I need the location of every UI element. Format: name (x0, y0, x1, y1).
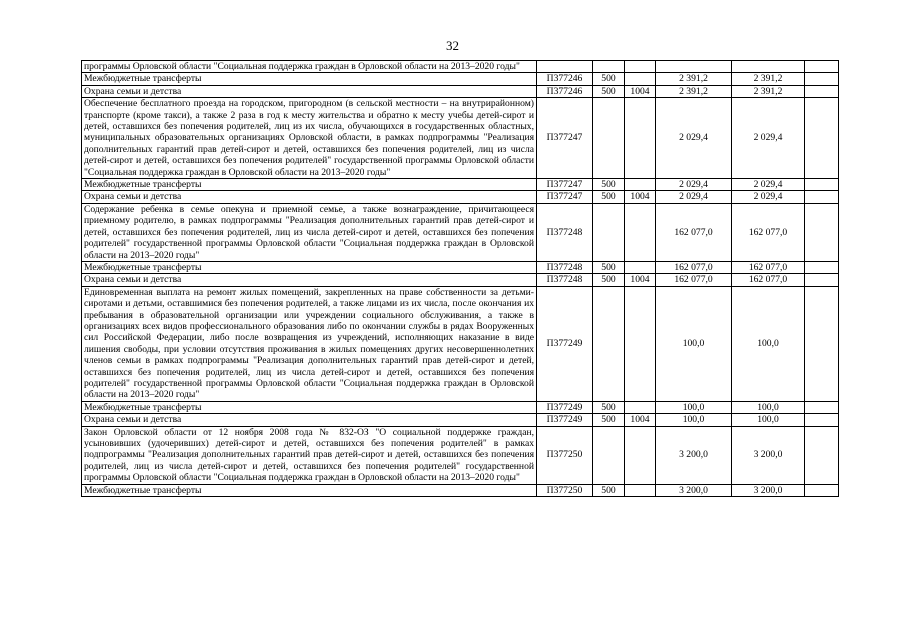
empty-column-cell (805, 261, 839, 273)
section-code: 1004 (625, 85, 656, 97)
table-row (82, 261, 839, 273)
empty-column-cell (805, 73, 839, 85)
target-article-code: П377248 (537, 274, 593, 286)
empty-column-cell (805, 274, 839, 286)
table-row (82, 61, 839, 73)
row-description: Охрана семьи и детства (82, 414, 537, 426)
section-code: 1004 (625, 191, 656, 203)
expense-type-code: 500 (593, 191, 625, 203)
amount-year-2: 100,0 (732, 286, 805, 401)
section-code (625, 426, 656, 484)
row-description: Охрана семьи и детства (82, 85, 537, 97)
table-row (82, 484, 839, 496)
amount-year-2: 100,0 (732, 401, 805, 413)
section-code (625, 401, 656, 413)
amount-year-1: 2 029,4 (656, 179, 732, 191)
target-article-code (537, 61, 593, 73)
expense-type-code: 500 (593, 179, 625, 191)
table-row (82, 286, 839, 401)
expense-type-code: 500 (593, 414, 625, 426)
table-row (82, 274, 839, 286)
empty-column-cell (805, 85, 839, 97)
row-description: Охрана семьи и детства (82, 274, 537, 286)
amount-year-2: 162 077,0 (732, 274, 805, 286)
row-description: Межбюджетные трансферты (82, 401, 537, 413)
target-article-code: П377246 (537, 85, 593, 97)
row-description: Межбюджетные трансферты (82, 179, 537, 191)
expense-type-code: 500 (593, 261, 625, 273)
target-article-code: П377247 (537, 191, 593, 203)
section-code (625, 61, 656, 73)
amount-year-1: 2 029,4 (656, 191, 732, 203)
target-article-code: П377249 (537, 414, 593, 426)
target-article-code: П377247 (537, 98, 593, 179)
amount-year-1: 3 200,0 (656, 484, 732, 496)
section-code (625, 203, 656, 261)
empty-column-cell (805, 98, 839, 179)
empty-column-cell (805, 484, 839, 496)
amount-year-2 (732, 61, 805, 73)
amount-year-2: 2 029,4 (732, 191, 805, 203)
table-row (82, 414, 839, 426)
amount-year-1: 162 077,0 (656, 203, 732, 261)
amount-year-2: 3 200,0 (732, 426, 805, 484)
expense-type-code (593, 61, 625, 73)
expense-type-code (593, 426, 625, 484)
amount-year-1: 100,0 (656, 286, 732, 401)
amount-year-2: 3 200,0 (732, 484, 805, 496)
empty-column-cell (805, 179, 839, 191)
target-article-code: П377248 (537, 261, 593, 273)
row-description: Содержание ребенка в семье опекуна и приемной семье, а также вознаграждение, причитающееся приемному родителю, в рамках подпрограммы "Реализация дополнительных гарантий прав детей-сирот и детей, оставшихся без попечения родителей, лиц из числа детей-сирот и детей, оставшихся без попечения родителей" государственной программы Орловской области "Социальная поддержка граждан в Орловской области на 2013–2020 годы" (82, 203, 537, 261)
amount-year-1: 3 200,0 (656, 426, 732, 484)
table-row (82, 73, 839, 85)
table-row (82, 98, 839, 179)
table-body (82, 61, 839, 497)
amount-year-1: 2 391,2 (656, 85, 732, 97)
amount-year-2: 2 029,4 (732, 98, 805, 179)
row-description: Охрана семьи и детства (82, 191, 537, 203)
section-code (625, 98, 656, 179)
row-description: Единовременная выплата на ремонт жилых помещений, закрепленных на праве собственности за детьми-сиротами и детьми, оставшимися без попечения родителей, а также лицами из их числа, после окончания их пребывания в образовательной организации или учреждении социального обслуживания, а также в организациях всех видов профессионального образования либо по окончании службы в рядах Вооруженных сил Российской Федерации, либо после возвращения из учреждений, исполняющих наказание в виде лишения свободы, при условии отсутствия проживания в жилых помещениях других несовершеннолетних членов семьи в рамках подпрограммы "Реализация дополнительных гарантий прав детей-сирот и детей, оставшихся без попечения родителей, лиц из числа детей-сирот и детей, оставшихся без попечения родителей" государственной программы Орловской области "Социальная поддержка граждан в Орловской области на 2013–2020 годы" (82, 286, 537, 401)
expense-type-code (593, 98, 625, 179)
table-row (82, 401, 839, 413)
table-row (82, 426, 839, 484)
empty-column-cell (805, 414, 839, 426)
budget-table (81, 60, 839, 497)
expense-type-code (593, 203, 625, 261)
row-description: Закон Орловской области от 12 ноября 2008 года № 832-ОЗ "О социальной поддержке граждан, усыновивших (удочеривших) детей-сирот и детей, оставшихся без попечения родителей" в рамках подпрограммы "Реализация дополнительных гарантий прав детей-сирот и детей, оставшихся без попечения родителей, лиц из числа детей-сирот и детей, оставшихся без попечения родителей" государственной программы Орловской области "Социальная поддержка граждан в Орловской области на 2013–2020 годы" (82, 426, 537, 484)
empty-column-cell (805, 401, 839, 413)
amount-year-1: 162 077,0 (656, 261, 732, 273)
expense-type-code: 500 (593, 73, 625, 85)
expense-type-code: 500 (593, 484, 625, 496)
section-code (625, 179, 656, 191)
table-row (82, 85, 839, 97)
amount-year-1: 100,0 (656, 401, 732, 413)
table-row (82, 179, 839, 191)
amount-year-1: 100,0 (656, 414, 732, 426)
table-row (82, 191, 839, 203)
row-description: Межбюджетные трансферты (82, 484, 537, 496)
section-code: 1004 (625, 274, 656, 286)
amount-year-1: 2 391,2 (656, 73, 732, 85)
amount-year-2: 2 391,2 (732, 73, 805, 85)
amount-year-2: 162 077,0 (732, 203, 805, 261)
section-code: 1004 (625, 414, 656, 426)
section-code (625, 286, 656, 401)
amount-year-2: 100,0 (732, 414, 805, 426)
target-article-code: П377248 (537, 203, 593, 261)
row-description: Межбюджетные трансферты (82, 261, 537, 273)
page-number: 32 (446, 38, 459, 53)
amount-year-1: 162 077,0 (656, 274, 732, 286)
target-article-code: П377247 (537, 179, 593, 191)
empty-column-cell (805, 191, 839, 203)
target-article-code: П377249 (537, 286, 593, 401)
target-article-code: П377250 (537, 426, 593, 484)
amount-year-2: 2 391,2 (732, 85, 805, 97)
expense-type-code: 500 (593, 274, 625, 286)
section-code (625, 73, 656, 85)
row-description: Межбюджетные трансферты (82, 73, 537, 85)
amount-year-1 (656, 61, 732, 73)
expense-type-code: 500 (593, 85, 625, 97)
amount-year-2: 2 029,4 (732, 179, 805, 191)
empty-column-cell (805, 61, 839, 73)
row-description: программы Орловской области "Социальная поддержка граждан в Орловской области на 2013–2020 годы" (82, 61, 537, 73)
empty-column-cell (805, 286, 839, 401)
target-article-code: П377246 (537, 73, 593, 85)
row-description: Обеспечение бесплатного проезда на городском, пригородном (в сельской местности – на внутрирайонном) транспорте (кроме такси), а также 2 раза в год к месту жительства и обратно к месту учебы детей-сирот и детей, оставшихся без попечения родителей, лиц из их числа, обучающихся в государственных областных, муниципальных образовательных организациях Орловской области, в рамках подпрограммы "Реализация дополнительных гарантий прав детей-сирот и детей, оставшихся без попечения родителей, лиц из числа детей-сирот и детей, оставшихся без попечения родителей" государственной программы Орловской области "Социальная поддержка граждан в Орловской области на 2013–2020 годы" (82, 98, 537, 179)
section-code (625, 484, 656, 496)
amount-year-1: 2 029,4 (656, 98, 732, 179)
target-article-code: П377249 (537, 401, 593, 413)
expense-type-code: 500 (593, 401, 625, 413)
amount-year-2: 162 077,0 (732, 261, 805, 273)
target-article-code: П377250 (537, 484, 593, 496)
table-row (82, 203, 839, 261)
empty-column-cell (805, 203, 839, 261)
empty-column-cell (805, 426, 839, 484)
expense-type-code (593, 286, 625, 401)
section-code (625, 261, 656, 273)
